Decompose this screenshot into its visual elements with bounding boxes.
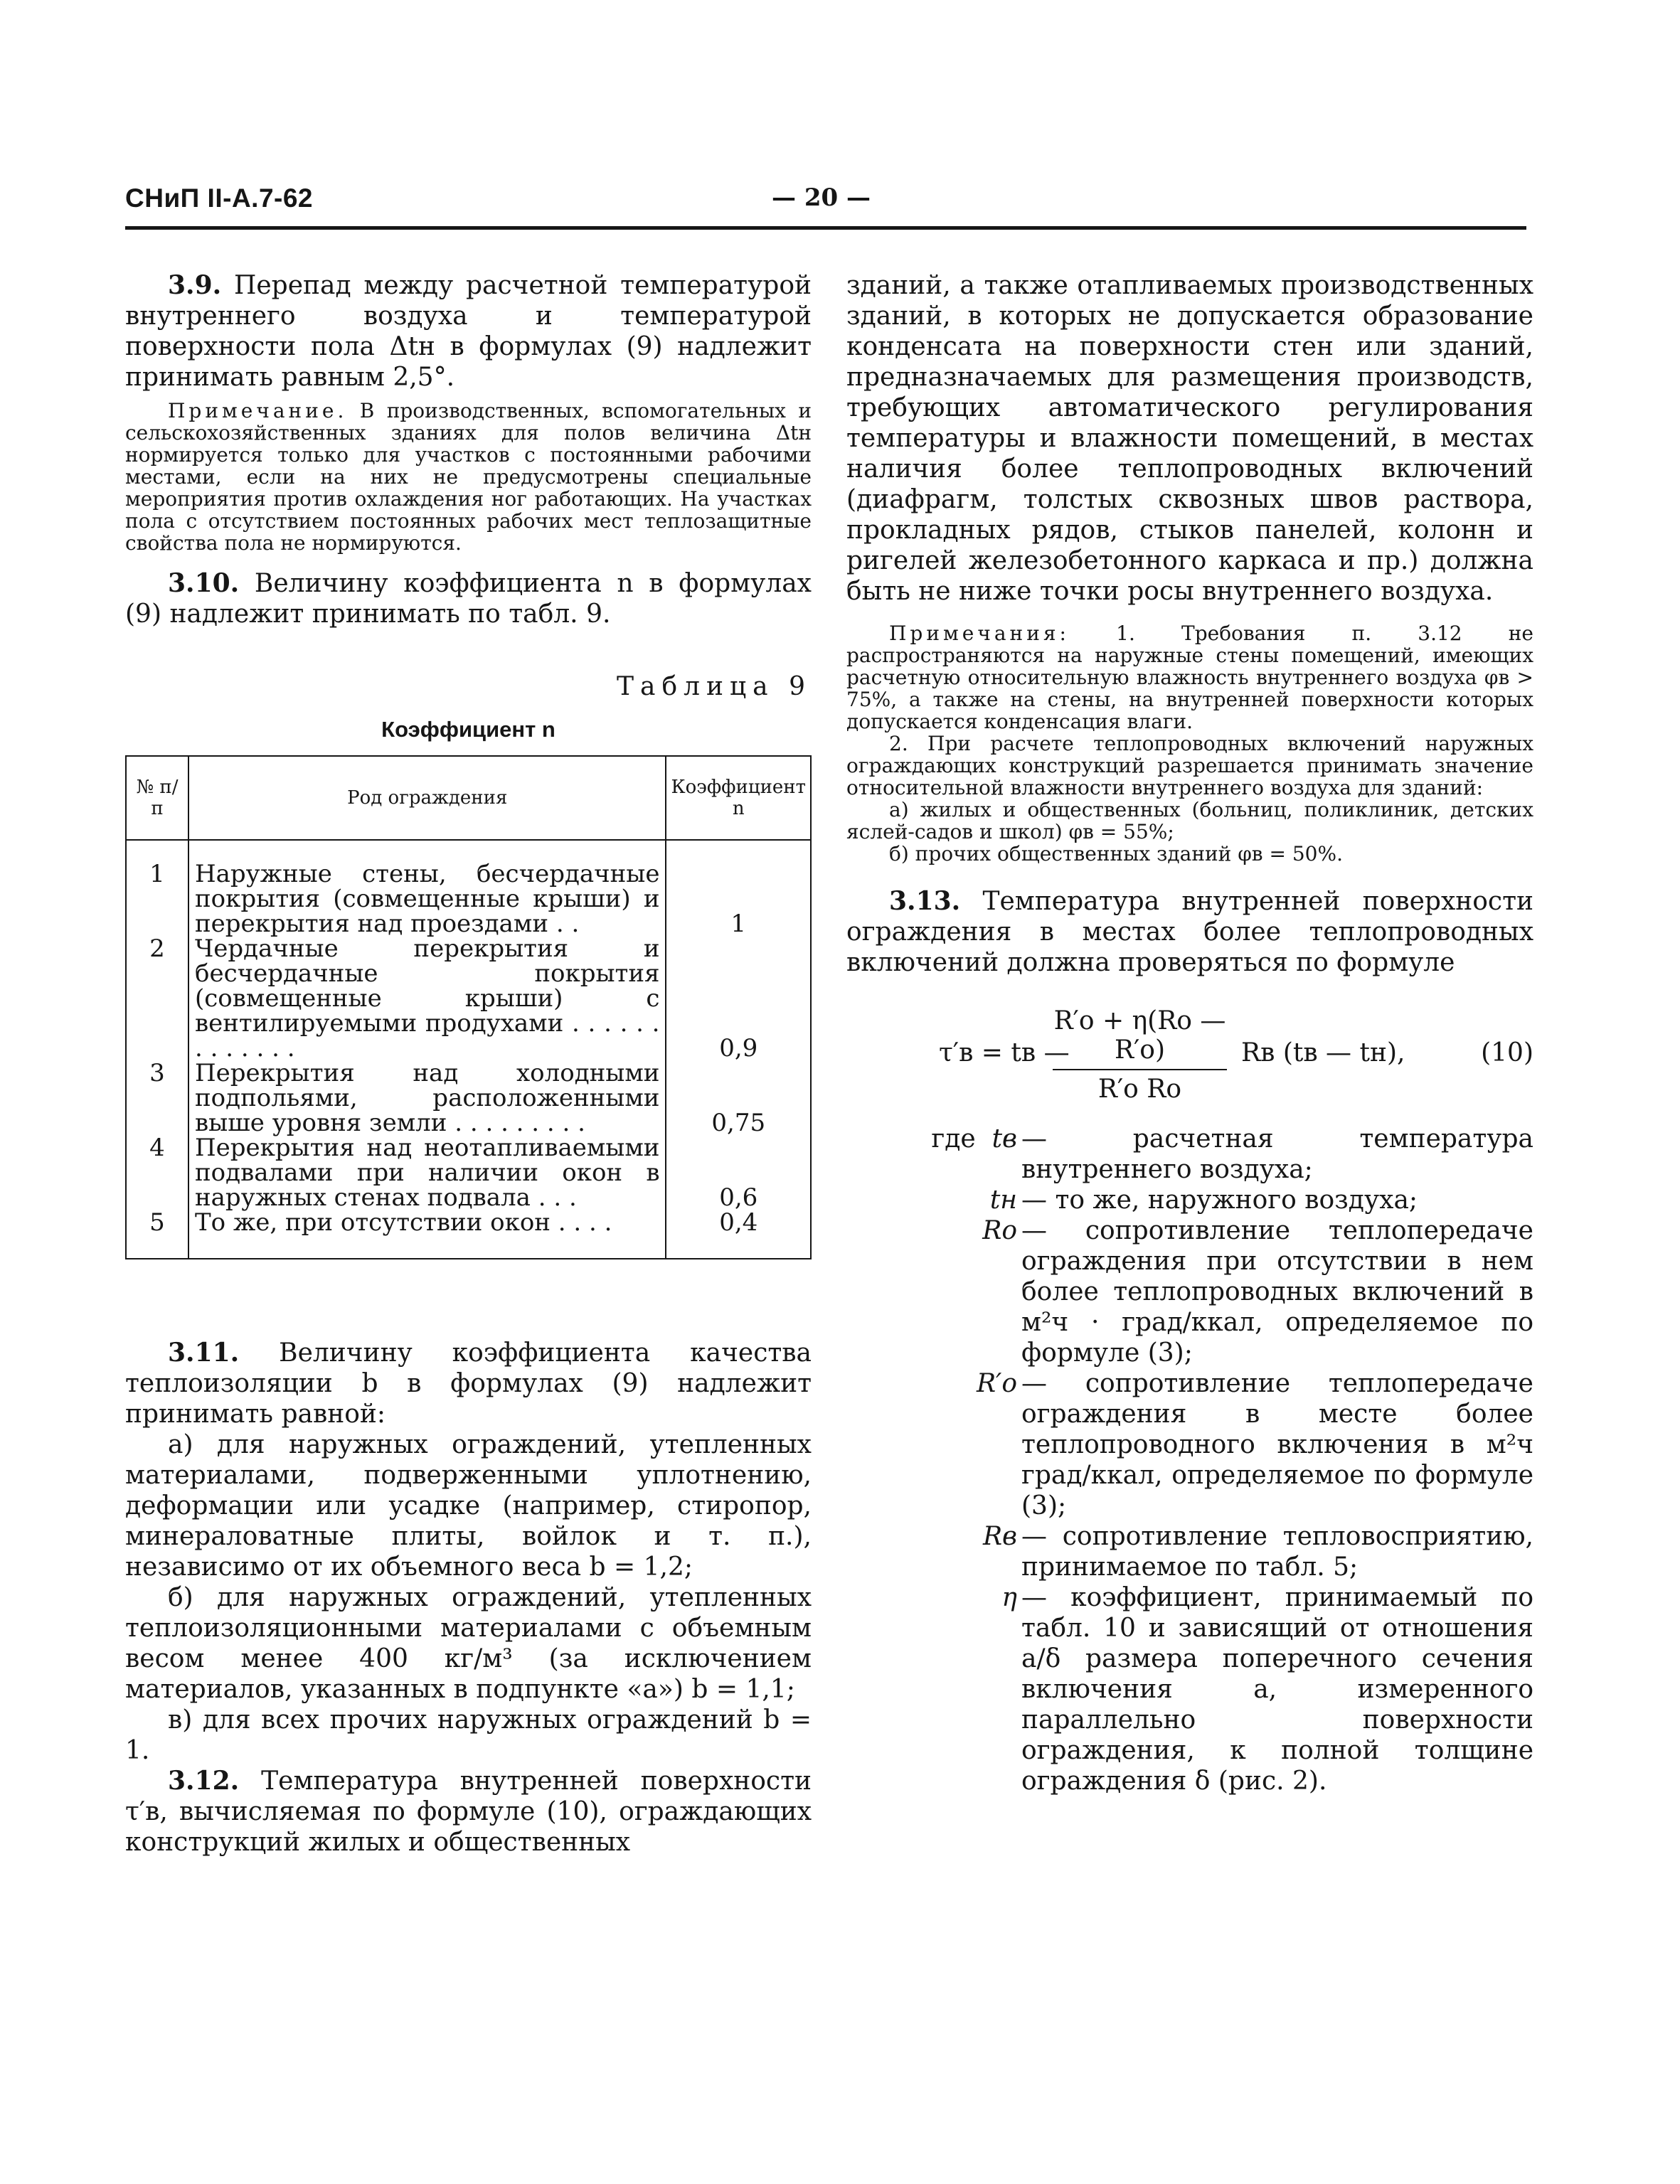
- note-label: Примечание.: [168, 399, 348, 422]
- table-row: [126, 1061, 811, 1136]
- row-text: Перекрытия над холодными подпольями, расположенными выше уровня земли . . . . . . . . .: [188, 1061, 666, 1136]
- item-b: б) для наружных ограждений, утепленных теплоизоляционными материалами с объемным весом менее 400 кг/м³ (за исключением материалов, указанных в подпункте «а») b = 1,1;: [125, 1583, 812, 1704]
- section-3-12: [125, 1766, 812, 1858]
- page-number: — 20 —: [772, 183, 871, 212]
- section-text: Температура внутренней поверхности τ′в, вычисляемая по формуле (10), ограждающих конструкций жилых и общественных: [125, 1767, 812, 1857]
- note-2: 2. При расчете теплопроводных включений наружных ограждающих конструкций разрешается принимать значение относительной влажности внутреннего воздуха для зданий:: [846, 732, 1533, 799]
- col-header-type: Род ограждения: [188, 756, 666, 840]
- where-word: где: [931, 1124, 976, 1154]
- section-3-12-continued: зданий, а также отапливаемых производственных зданий, в которых не допускается образование конденсата на поверхности стен или зданий, предназначаемых для размещения производств, требующих автоматического регулирования температуры и влажности помещений, в местах наличия более теплопроводных включений (диафрагм, толстых сквозных швов раствора, прокладных рядов, стыков панелей, колонн и ригелей железобетонного каркаса и пр.) должна быть не ниже точки росы внутреннего воздуха.: [846, 271, 1533, 606]
- section-number: 3.13.: [889, 886, 961, 916]
- table-row: [126, 1136, 811, 1210]
- row-num: 4: [126, 1136, 188, 1210]
- note-2b: б) прочих общественных зданий φв = 50%.: [889, 842, 1343, 865]
- definition-row: [846, 1521, 1533, 1582]
- row-value: 0,75: [666, 1061, 811, 1136]
- definition-text: — сопротивление тепловосприятию, принимаемое по табл. 5;: [1021, 1522, 1533, 1582]
- coefficient-table: [125, 755, 812, 1259]
- definition-row: [846, 1124, 1533, 1185]
- definition-term: R′о: [977, 1369, 1017, 1398]
- page-header-code: СНиП II-А.7-62: [125, 183, 313, 213]
- definition-text: — сопротивление теплопередаче ограждения в месте более теплопроводного включения в м²ч град/ккал, определяемое по формуле (3);: [1021, 1369, 1533, 1520]
- section-number: 3.12.: [168, 1766, 240, 1796]
- note-1: 1. Требования п. 3.12 не распространяются на наружные стены помещений, имеющих расчетную относительную влажность внутреннего воздуха φв > 75%, а также на стены, на внутренней поверхности которых допускается конденсация влаги.: [846, 622, 1533, 733]
- row-text: Наружные стены, бесчердачные покрытия (совмещенные крыши) и перекрытия над проездами . .: [188, 840, 666, 937]
- row-value: 1: [666, 840, 811, 937]
- table-row: [126, 840, 811, 937]
- formula-lhs: τ′в = tв —: [939, 1038, 1070, 1067]
- row-num: 1: [126, 840, 188, 937]
- definition-text: — то же, наружного воздуха;: [1021, 1186, 1418, 1215]
- table-header-row: [126, 756, 811, 840]
- section-text: Величину коэффициента качества теплоизоляции b в формулах (9) надлежит принимать равной:: [125, 1338, 812, 1429]
- section-number: 3.10.: [168, 568, 240, 598]
- row-num: 2: [126, 937, 188, 1061]
- section-3-9: [125, 270, 812, 393]
- definition-term: tв: [991, 1124, 1017, 1154]
- table-caption: Таблица 9: [617, 672, 812, 701]
- row-text: Чердачные перекрытия и бесчердачные покрытия (совмещенные крыши) с вентилируемыми продухами . . . . . . . . . . . . .: [188, 937, 666, 1061]
- formula-rhs: Rв (tв — tн),: [1241, 1038, 1405, 1067]
- definition-row: [846, 1582, 1533, 1796]
- definition-term: Rв: [982, 1522, 1017, 1551]
- definition-text: — сопротивление теплопередаче ограждения при отсутствии в нем более теплопроводных включений в м²ч · град/ккал, определяемое по формуле (3);: [1021, 1216, 1533, 1368]
- note-text: В производственных, вспомогательных и сельскохозяйственных зданиях для полов величина Δtн нормируется только для участков с постоянными рабочими местами, если на них не предусмотрены специальные мероприятия против охлаждения ног работающих. На участках пола с отсутствием постоянных рабочих мест теплозащитные свойства пола не нормируются.: [125, 399, 812, 555]
- section-text: Перепад между расчетной температурой внутреннего воздуха и температурой поверхности пола Δtн в формулах (9) надлежит принимать равным 2,5°.: [125, 271, 812, 392]
- item-c: в) для всех прочих наружных ограждений b = 1.: [125, 1705, 812, 1765]
- formula-number: (10): [1481, 1038, 1533, 1067]
- col-header-coef: Коэффициент n: [666, 756, 811, 840]
- section-3-10: [125, 568, 812, 629]
- row-num: 3: [126, 1061, 188, 1136]
- definition-row: [846, 1215, 1533, 1368]
- section-3-13: [846, 886, 1533, 978]
- definition-row: [846, 1368, 1533, 1521]
- formula-denominator: R′о Rо: [1097, 1075, 1182, 1104]
- table-row: [126, 937, 811, 1061]
- definition-row: [846, 1185, 1533, 1215]
- row-text: Перекрытия над неотапливаемыми подвалами при наличии окон в наружных стенах подвала . . .: [188, 1136, 666, 1210]
- row-value: 0,9: [666, 937, 811, 1061]
- definition-text: — расчетная температура внутреннего воздуха;: [1021, 1124, 1533, 1184]
- row-num: 5: [126, 1210, 188, 1259]
- note-2a: а) жилых и общественных (больниц, поликлиник, детских яслей-садов и школ) φв = 55%;: [846, 798, 1533, 843]
- section-text: Температура внутренней поверхности ограждения в местах более теплопроводных включений должна проверяться по формуле: [846, 887, 1533, 977]
- fraction-bar: [1053, 1069, 1227, 1070]
- section-text: Величину коэффициента n в формулах (9) надлежит принимать по табл. 9.: [125, 569, 812, 629]
- formula-10: [846, 1006, 1533, 1109]
- definitions: [846, 1124, 1533, 1796]
- formula-numerator: R′о + η(Rо — R′о): [1053, 1006, 1226, 1065]
- notes-3-12: [846, 622, 1533, 733]
- col-header-num: № п/п: [126, 756, 188, 840]
- row-text: То же, при отсутствии окон . . . .: [188, 1210, 666, 1259]
- definition-text: — коэффициент, принимаемый по табл. 10 и зависящий от отношения a/δ размера поперечного сечения включения a, измеренного параллельно поверхности ограждения, к полной толщине ограждения δ (рис. 2).: [1021, 1583, 1533, 1796]
- left-column: [125, 270, 812, 1858]
- definition-term: tн: [989, 1186, 1017, 1215]
- definition-term: η: [1001, 1583, 1017, 1612]
- notes-label: Примечания:: [889, 622, 1070, 645]
- row-value: 0,6: [666, 1136, 811, 1210]
- row-value: 0,4: [666, 1210, 811, 1259]
- formula-fraction: [1053, 1006, 1227, 1104]
- definition-term: Rо: [982, 1216, 1017, 1245]
- note-3-9: [125, 400, 812, 554]
- table-row: [126, 1210, 811, 1259]
- item-a: а) для наружных ограждений, утепленных материалами, подверженными уплотнению, деформации или усадке (например, стиропор, минераловатные плиты, войлок и т. п.), независимо от их объемного веса b = 1,2;: [125, 1430, 812, 1582]
- section-number: 3.11.: [168, 1338, 240, 1368]
- section-3-11: [125, 1338, 812, 1429]
- right-column: [846, 270, 1533, 1796]
- table-title: Коэффициент n: [381, 717, 555, 742]
- header-rule: [125, 226, 1526, 230]
- section-number: 3.9.: [168, 270, 222, 300]
